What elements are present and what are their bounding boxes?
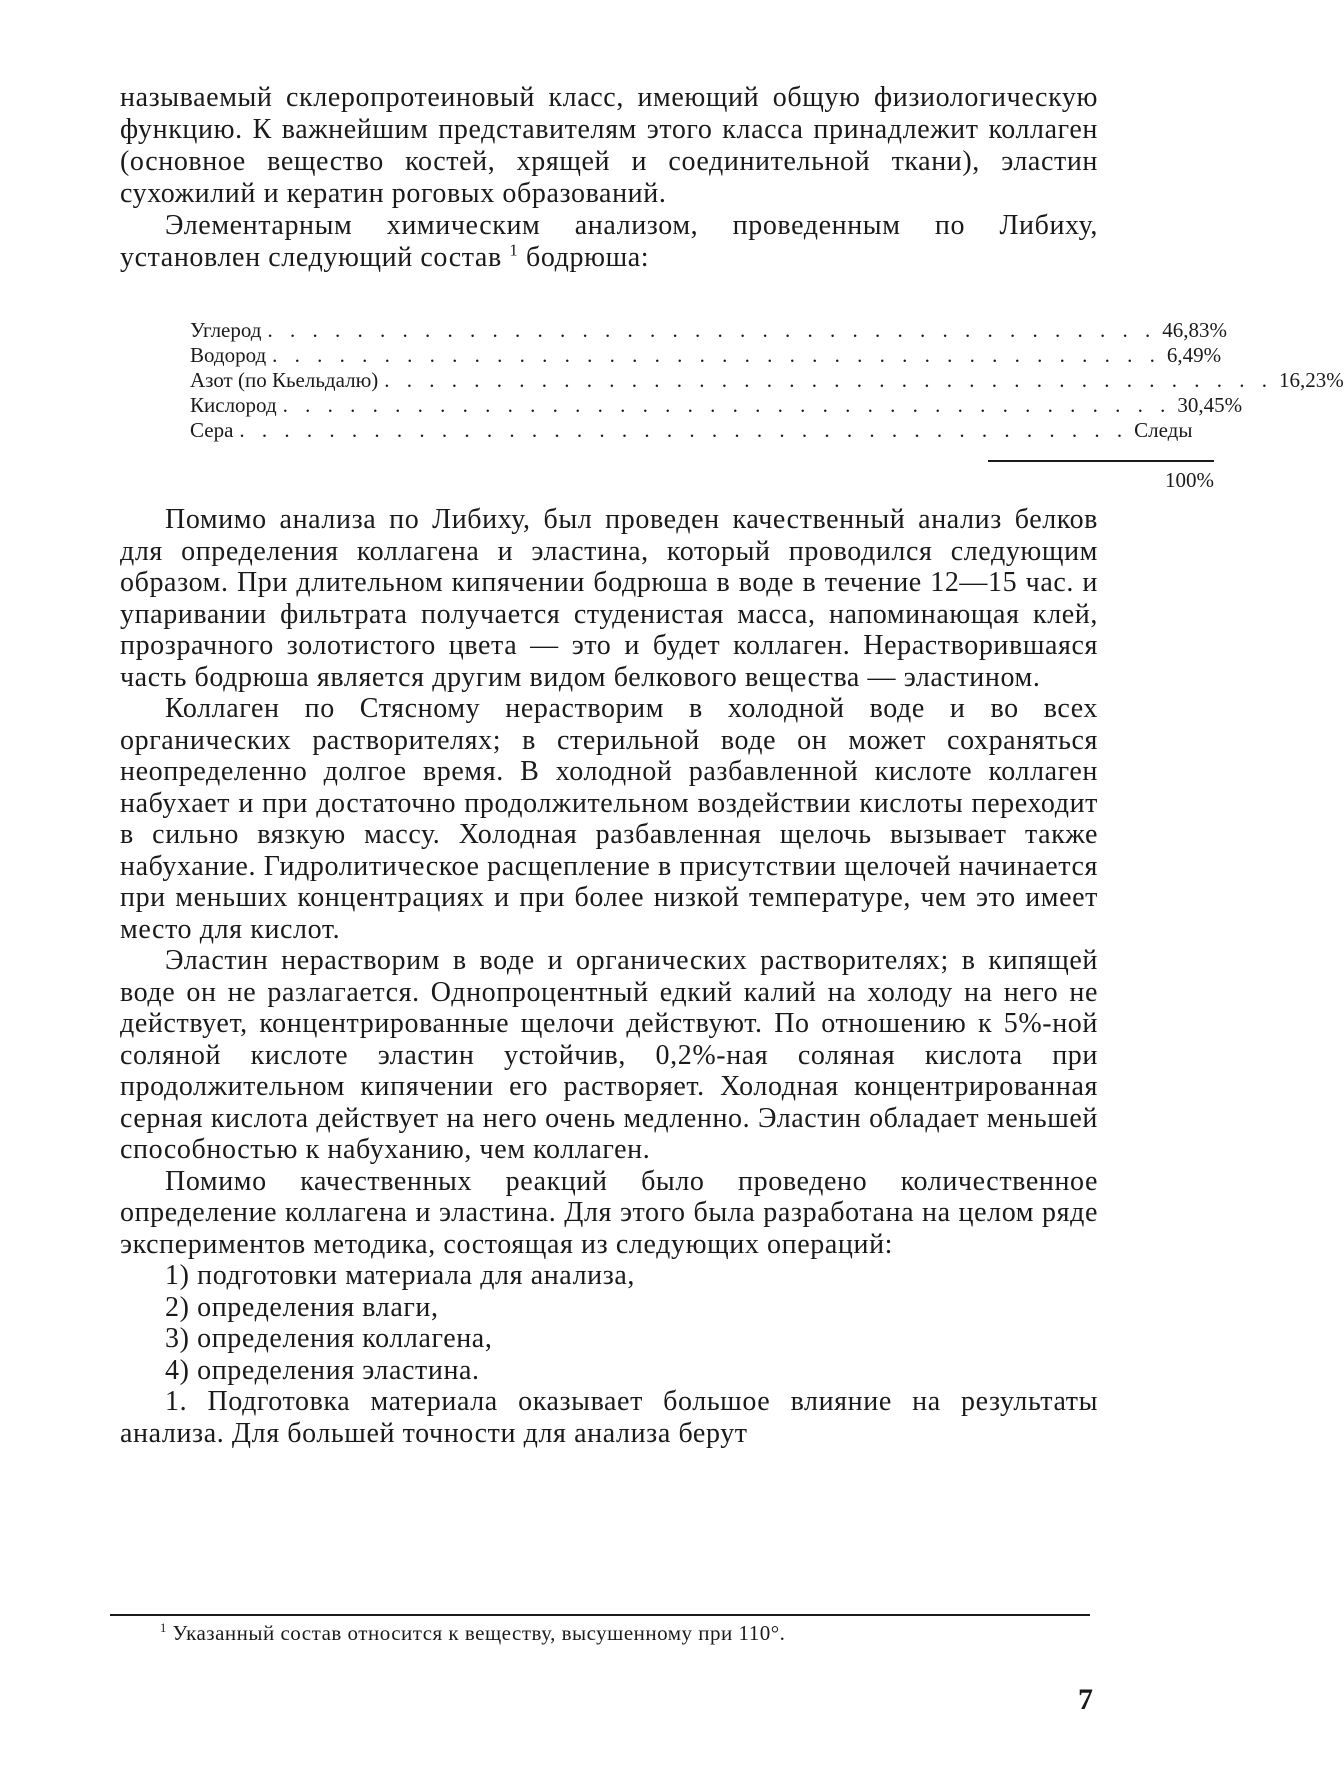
footnote-reference: 1 [509, 241, 518, 260]
total-rule [988, 460, 1214, 462]
list-item: 4) определения эластина. [120, 1355, 1098, 1387]
footnote-text: Указанный состав относится к веществу, высушенному при 110°. [173, 1621, 786, 1645]
book-page [0, 0, 1200, 1769]
intro-paragraph: называемый склеропротеиновый класс, имеющий общую физиологическую функцию. К важнейшим представителям этого класса принадлежит коллаген (основное вещество костей, хрящей и соединительной ткани), эластин сухожилий и кератин роговых образований. [120, 82, 1098, 210]
footnote-mark: 1 [160, 1621, 167, 1635]
element-name: Водород [190, 343, 272, 368]
element-name: Кислород [190, 393, 283, 418]
element-value: 16,23% [1273, 368, 1344, 393]
leader-dots: . . . . . . . . . . . . . . . . . . . . . . . . . . . . . . . . . . . . . . . . [272, 343, 1161, 368]
composition-total: 100% [1120, 468, 1214, 493]
composition-row [190, 393, 1024, 418]
list-item: 2) определения влаги, [120, 1292, 1098, 1324]
composition-row [190, 418, 1024, 443]
leader-dots: . . . . . . . . . . . . . . . . . . . . . . . . . . . . . . . . . . . . . . . . [239, 418, 1128, 443]
analysis-sentence [120, 210, 1098, 274]
element-name: Азот (по Кьельдалю) [190, 368, 384, 393]
page-number: 7 [1078, 1683, 1093, 1717]
composition-row [190, 343, 1024, 368]
composition-table [190, 318, 1024, 443]
paragraph: Эластин нерастворим в воде и органических растворителях; в кипящей воде он не разлагается. Однопроцентный едкий калий на холоду на него не действует, концентрированные щелочи действуют. По отношению к 5%-ной соляной кислоте эластин устойчив, 0,2%-ная соляная кислота при продолжительном кипячении его растворяет. Холодная концентрированная серная кислота действует на него очень медленно. Эластин обладает меньшей способностью к набуханию, чем коллаген. [120, 945, 1098, 1166]
paragraph: 1. Подготовка материала оказывает большое влияние на результаты анализа. Для большей точности для анализа берут [120, 1386, 1098, 1449]
element-value: 6,49% [1161, 343, 1221, 368]
footnote-divider [110, 1614, 1090, 1616]
composition-row [190, 318, 1024, 343]
footnote [160, 1620, 785, 1646]
paragraph: Помимо качественных реакций было проведено количественное определение коллагена и эластина. Для этого была разработана на целом ряде экспериментов методика, состоящая из следующих операций: [120, 1166, 1098, 1261]
leader-dots: . . . . . . . . . . . . . . . . . . . . . . . . . . . . . . . . . . . . . . . . [283, 393, 1172, 418]
element-value: 46,83% [1156, 318, 1227, 343]
leader-dots: . . . . . . . . . . . . . . . . . . . . . . . . . . . . . . . . . . . . . . . . [384, 368, 1273, 393]
intro-text [120, 82, 1098, 274]
analysis-sentence-suffix: бодрюша: [526, 242, 649, 273]
main-text [120, 504, 1098, 1449]
list-item: 3) определения коллагена, [120, 1323, 1098, 1355]
leader-dots: . . . . . . . . . . . . . . . . . . . . . . . . . . . . . . . . . . . . . . . . [267, 318, 1156, 343]
element-value: 30,45% [1171, 393, 1242, 418]
element-name: Углерод [190, 318, 267, 343]
element-name: Сера [190, 418, 239, 443]
list-item: 1) подготовки материала для анализа, [120, 1260, 1098, 1292]
paragraph: Помимо анализа по Либиху, был проведен качественный анализ белков для определения коллагена и эластина, который проводился следующим образом. При длительном кипячении бодрюша в воде в течение 12—15 час. и упаривании фильтрата получается студенистая масса, напоминающая клей, прозрачного золотистого цвета — это и будет коллаген. Нерастворившаяся часть бодрюша является другим видом белкового вещества — эластином. [120, 504, 1098, 693]
paragraph: Коллаген по Стясному нерастворим в холодной воде и во всех органических растворителях; в стерильной воде он может сохраняться неопределенно долгое время. В холодной разбавленной кислоте коллаген набухает и при достаточно продолжительном воздействии кислоты переходит в сильно вязкую массу. Холодная разбавленная щелочь вызывает также набухание. Гидролитическое расщепление в присутствии щелочей начинается при меньших концентрациях и при более низкой температуре, чем это имеет место для кислот. [120, 693, 1098, 945]
element-value: Следы [1128, 418, 1192, 443]
analysis-sentence-text: Элементарным химическим анализом, проведенным по Либиху, установлен следующий состав [120, 210, 1098, 273]
composition-row [190, 368, 1024, 393]
